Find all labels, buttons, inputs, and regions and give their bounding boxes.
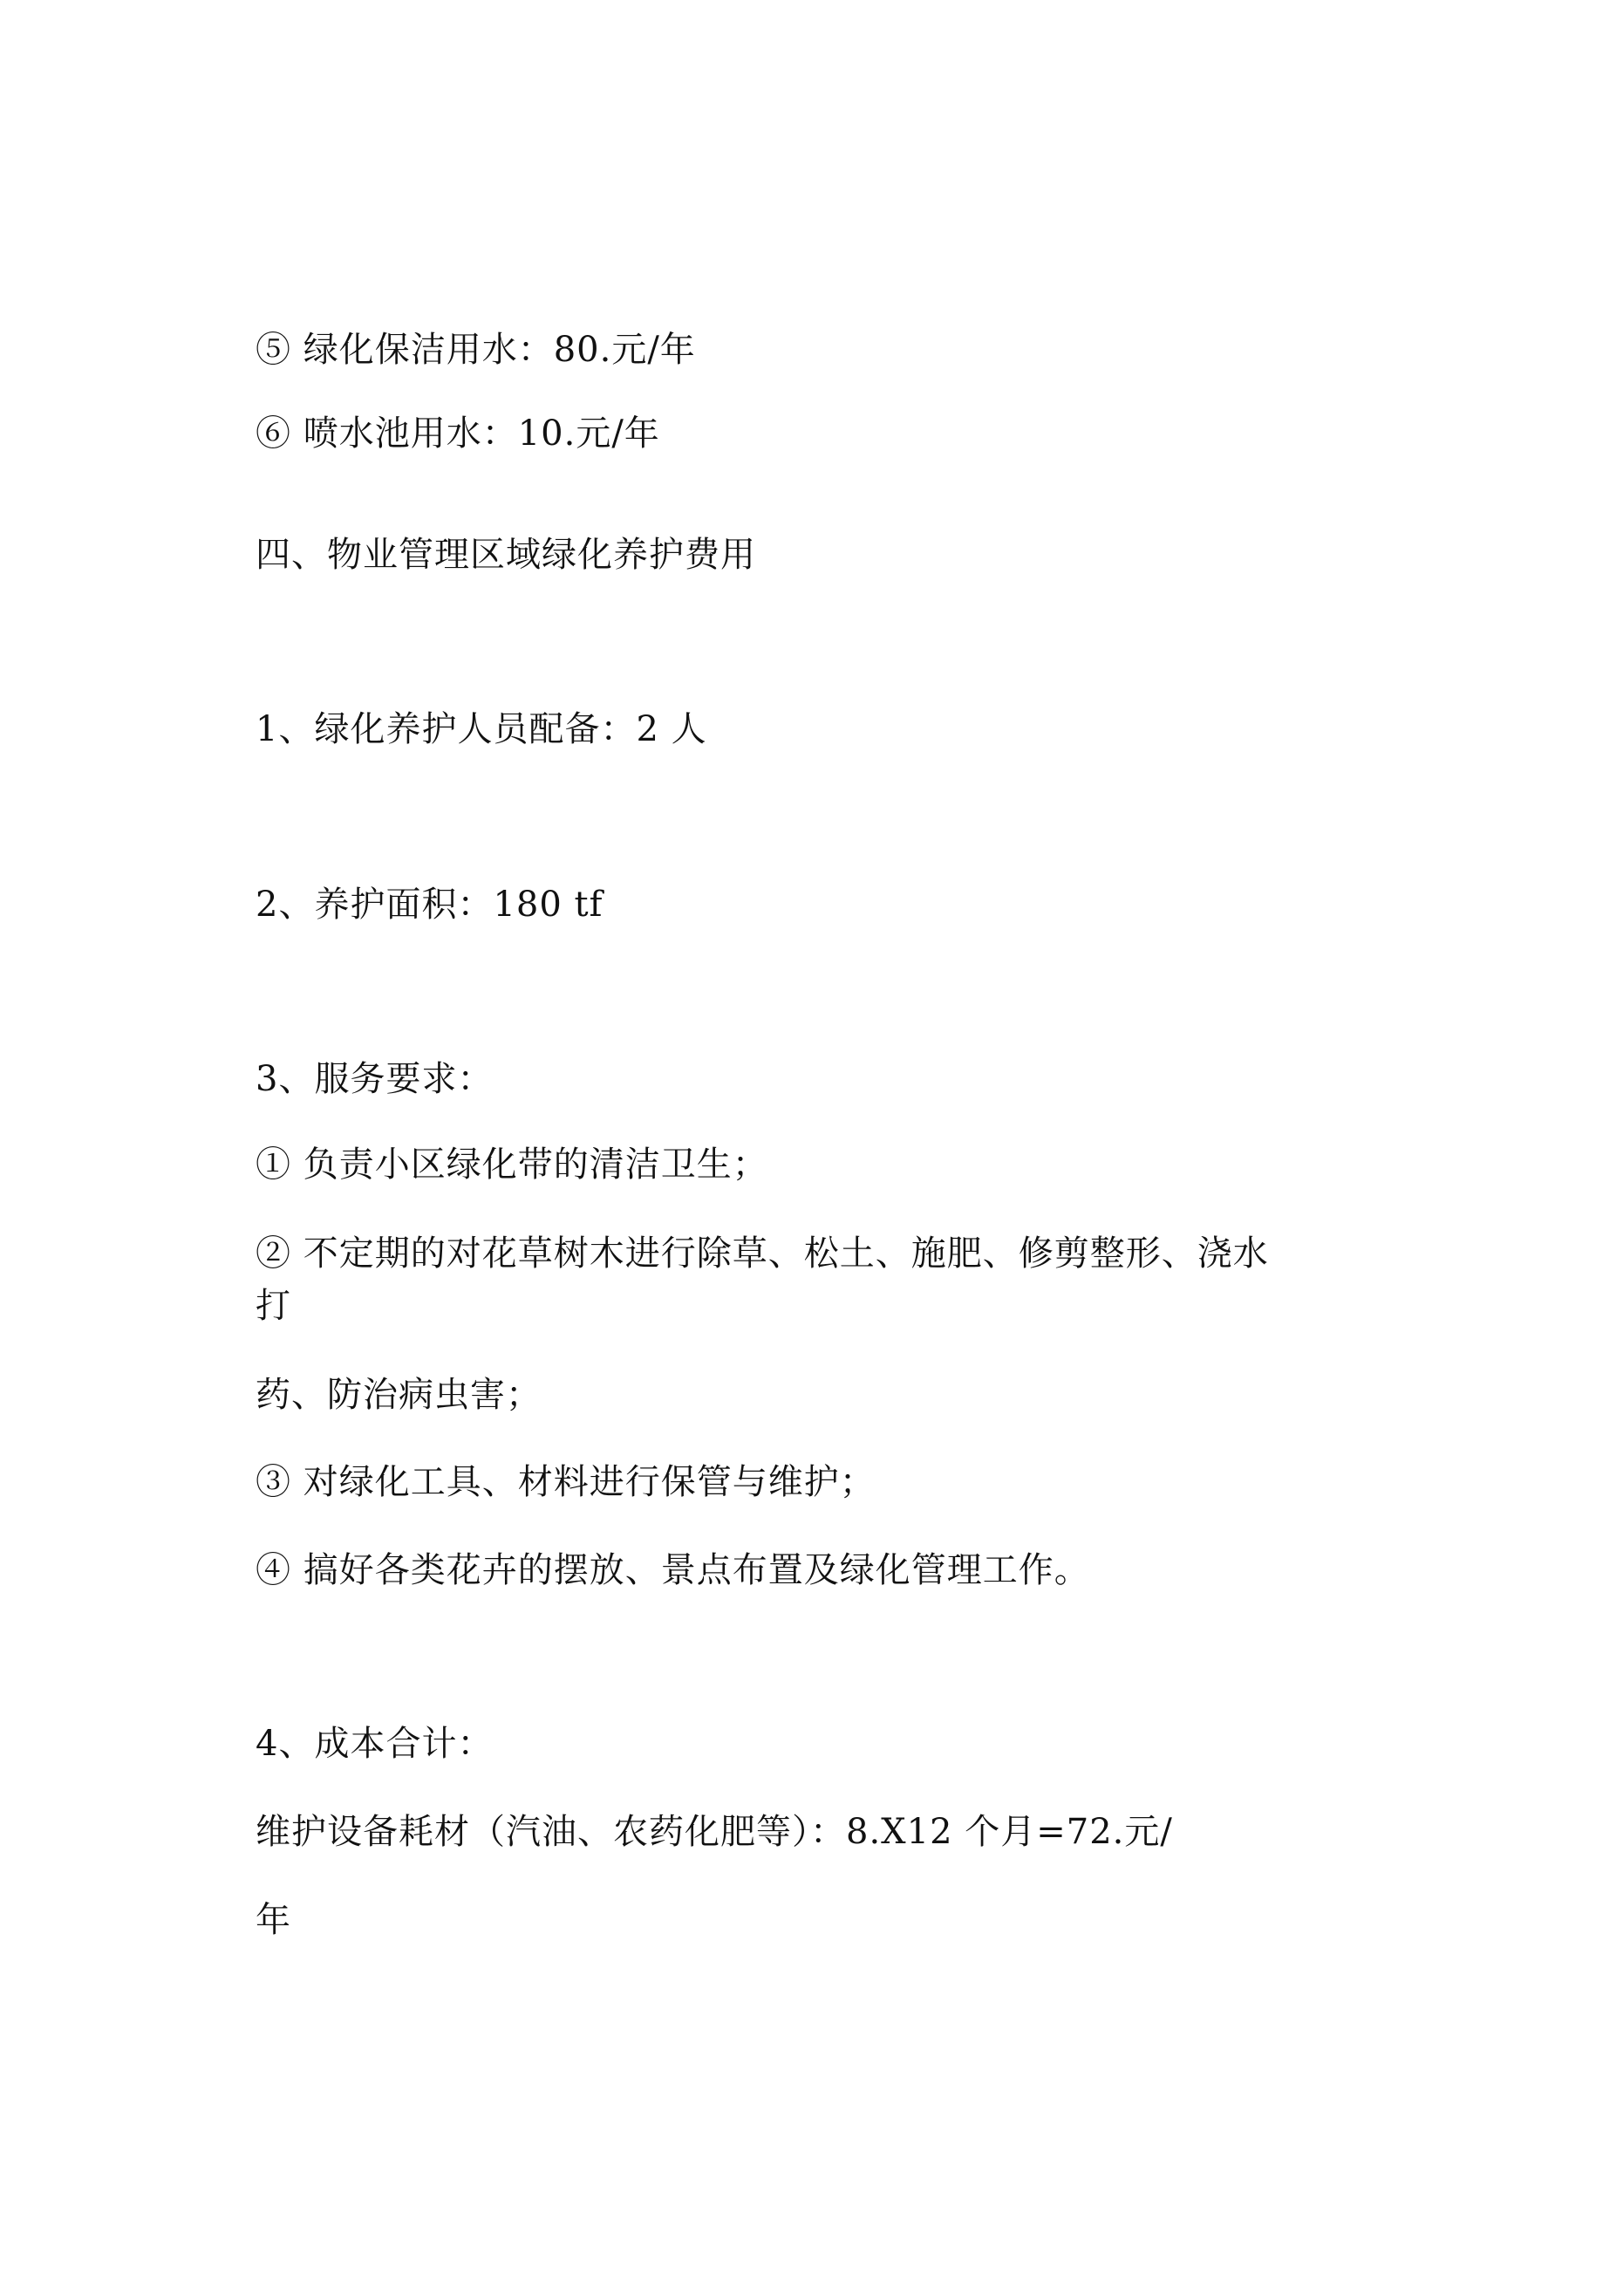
staffing-line: 1、绿化养护人员配备：2 人 <box>256 709 707 749</box>
water-cost-fountain: ⑥ 喷水池用水：10.元/年 <box>256 413 660 454</box>
requirement-item-2-continued: 药、防治病虫害； <box>256 1375 542 1415</box>
section-heading-greening-fees: 四、物业管理区域绿化养护费用 <box>256 535 756 575</box>
service-requirements-heading: 3、服务要求： <box>256 1059 494 1099</box>
requirement-item-4: ④ 搞好各类花卉的摆放、景点布置及绿化管理工作。 <box>256 1550 1090 1590</box>
maintenance-consumables-wrap: 年 <box>256 1900 291 1940</box>
area-line: 2、养护面积：180 tf <box>256 885 604 925</box>
cost-total-heading: 4、成本合计： <box>256 1724 494 1764</box>
requirement-item-3: ③ 对绿化工具、材料进行保管与维护； <box>256 1462 876 1502</box>
water-cost-greening: ⑤ 绿化保洁用水：80.元/年 <box>256 330 696 370</box>
maintenance-consumables-line: 维护设备耗材（汽油、农药化肥等）：8.X12 个月=72.元/ <box>256 1812 1173 1852</box>
requirement-item-1: ① 负责小区绿化带的清洁卫生； <box>256 1145 768 1185</box>
requirement-item-2-wrap: 打 <box>256 1286 291 1326</box>
requirement-item-2: ② 不定期的对花草树木进行除草、松土、施肥、修剪整形、浇水 <box>256 1233 1269 1274</box>
